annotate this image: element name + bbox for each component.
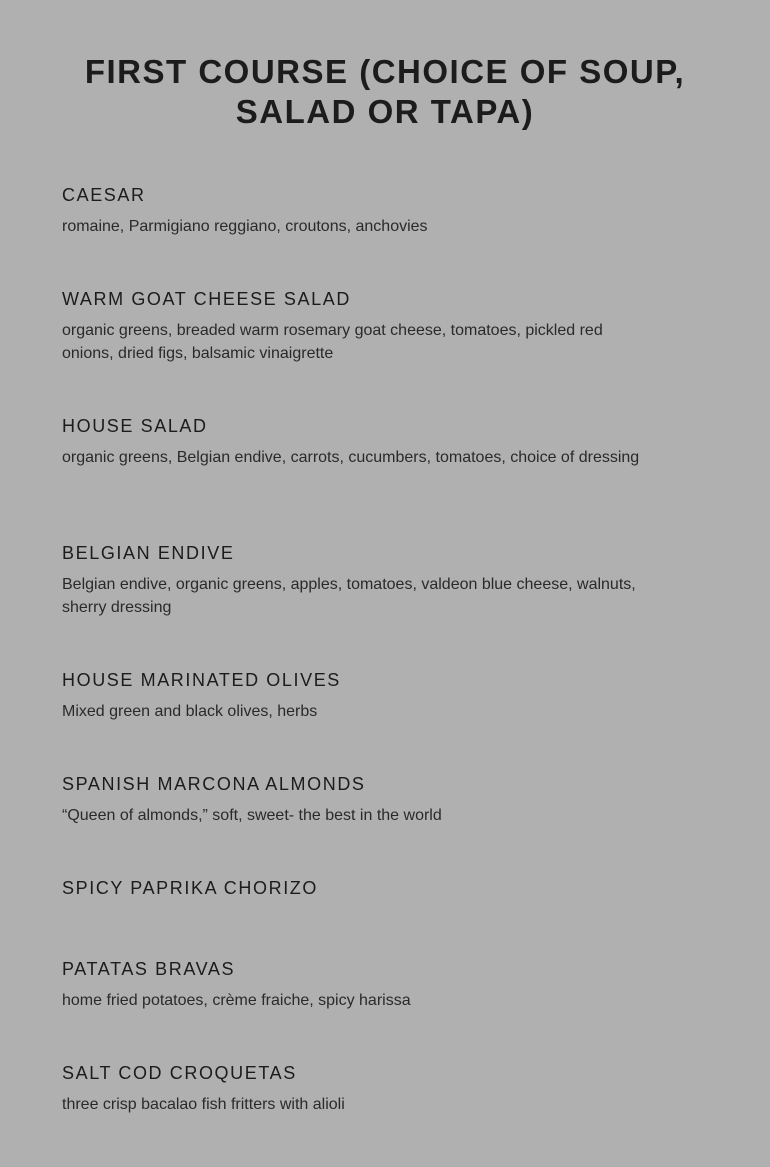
menu-item-description: romaine, Parmigiano reggiano, croutons, anchovies bbox=[62, 218, 428, 235]
menu-item-name: SALT COD CROQUETAS bbox=[62, 1063, 297, 1083]
menu-item-name: CAESAR bbox=[62, 185, 146, 205]
menu-item-name: HOUSE SALAD bbox=[62, 416, 208, 436]
menu-item-house-salad bbox=[62, 415, 652, 469]
menu-item-name: SPANISH MARCONA ALMONDS bbox=[62, 774, 366, 794]
menu-item-name: HOUSE MARINATED OLIVES bbox=[62, 670, 341, 690]
menu-item-description: three crisp bacalao fish fritters with alioli bbox=[62, 1096, 345, 1113]
menu-item-spicy-paprika-chorizo bbox=[62, 877, 652, 908]
section-title: FIRST COURSE (CHOICE OF SOUP, SALAD OR TAPA) bbox=[84, 53, 686, 130]
menu-item-house-marinated-olives bbox=[62, 669, 652, 723]
menu-item-caesar bbox=[62, 184, 652, 238]
menu-item-description: Mixed green and black olives, herbs bbox=[62, 703, 318, 720]
menu-item-description: “Queen of almonds,” soft, sweet- the best in the world bbox=[62, 807, 442, 824]
menu-item-description: home fried potatoes, crème fraiche, spicy harissa bbox=[62, 992, 411, 1009]
menu-item-salt-cod-croquetas bbox=[62, 1062, 652, 1116]
menu-item-description: organic greens, Belgian endive, carrots, cucumbers, tomatoes, choice of dressing bbox=[62, 449, 640, 466]
menu-item-description: organic greens, breaded warm rosemary goat cheese, tomatoes, pickled red onions, dried figs, balsamic vinaigrette bbox=[62, 322, 603, 362]
menu-item-description: Belgian endive, organic greens, apples, tomatoes, valdeon blue cheese, walnuts, sherry dressing bbox=[62, 576, 636, 616]
menu-item-name: SPICY PAPRIKA CHORIZO bbox=[62, 878, 318, 898]
menu-item-belgian-endive bbox=[62, 542, 652, 619]
menu-item-name: PATATAS BRAVAS bbox=[62, 959, 236, 979]
menu-item-patatas-bravas bbox=[62, 958, 652, 1012]
menu-item-name: BELGIAN ENDIVE bbox=[62, 543, 235, 563]
menu-item-name: WARM GOAT CHEESE SALAD bbox=[62, 289, 351, 309]
menu-item-spanish-marcona-almonds bbox=[62, 773, 652, 827]
menu-item-warm-goat-cheese-salad bbox=[62, 288, 652, 365]
